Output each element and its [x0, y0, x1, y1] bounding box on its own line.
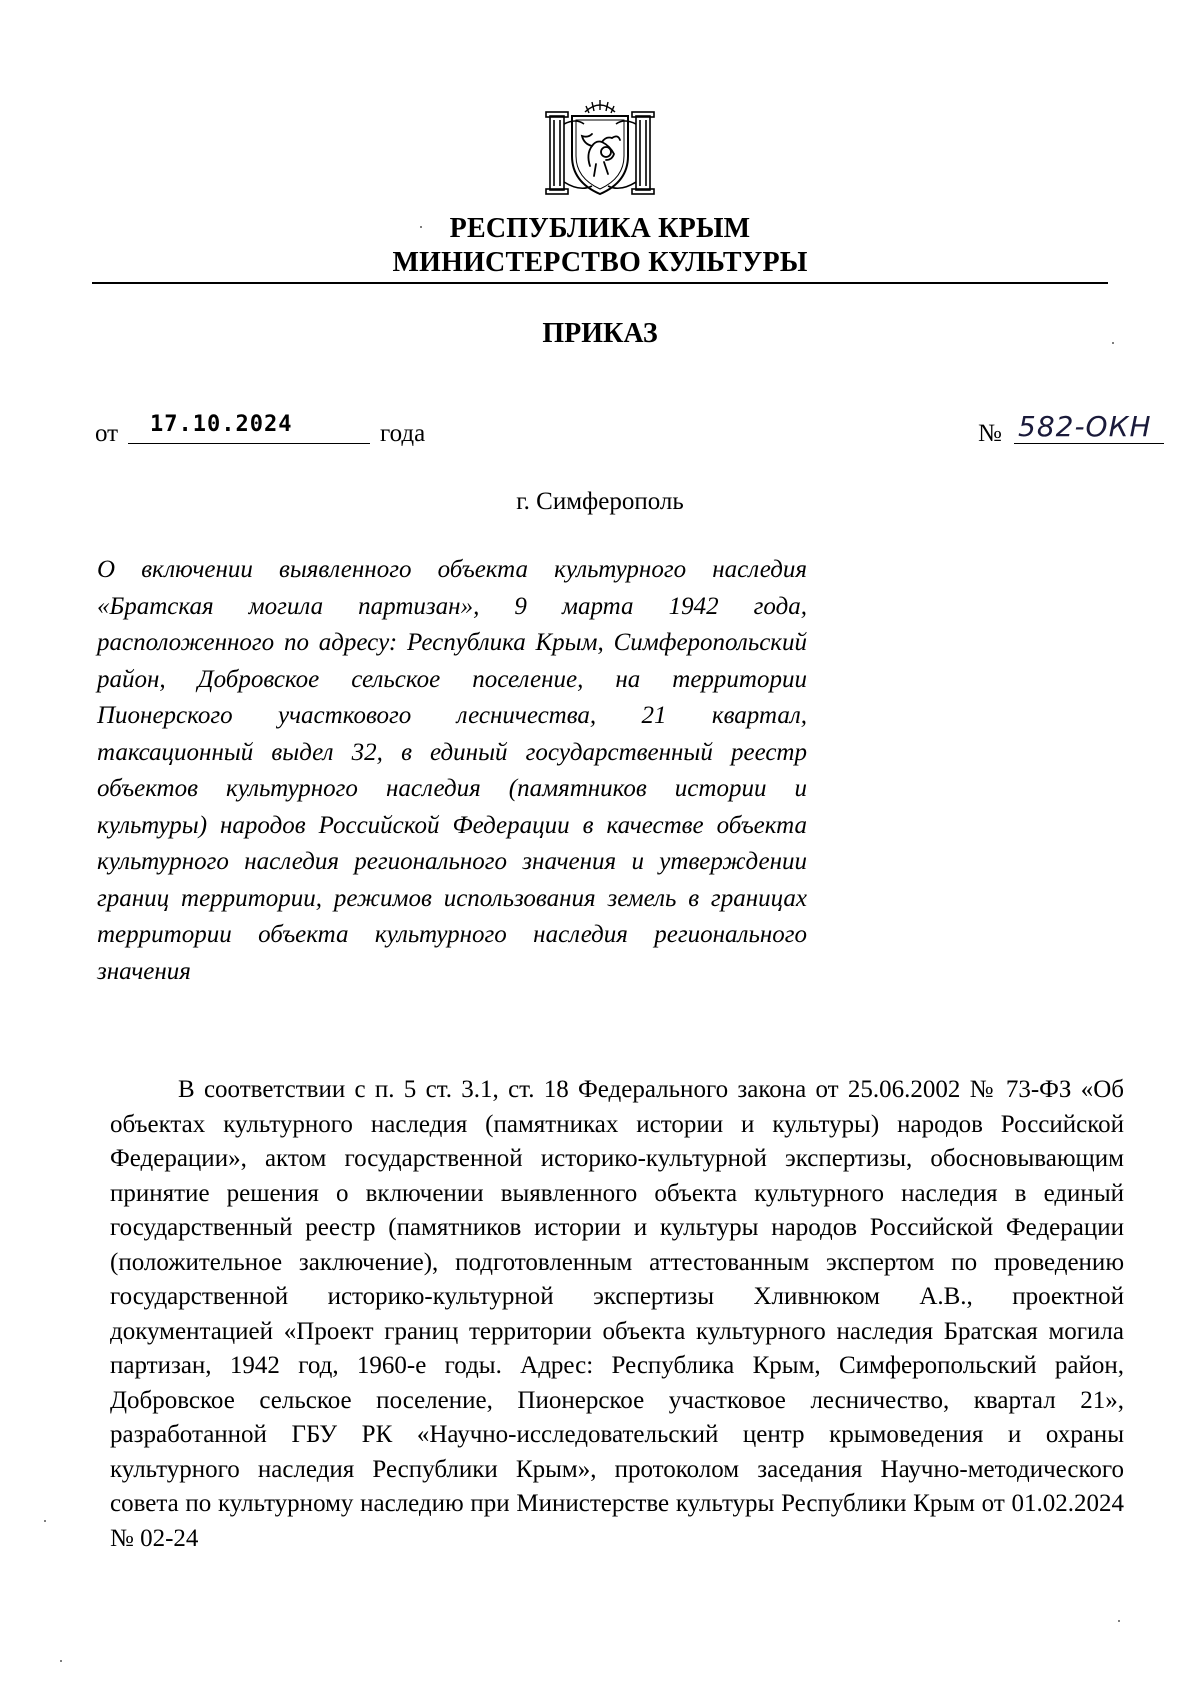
city: г. Симферополь: [516, 488, 684, 515]
scan-speck: [1112, 342, 1114, 344]
date-value: 17.10.2024: [150, 412, 293, 437]
number-value: 582-ОКН: [1018, 410, 1152, 443]
number-label: №: [978, 420, 1002, 447]
crimea-coat-of-arms-icon: [540, 94, 660, 204]
document-subject: О включении выявленного объекта культурного наследия «Братская могила партизан», 9 марта 1942 года, расположенного по адресу: Республика Крым, Симферопольский район, Добровское сельское поселение, на территории Пионерского участкового лесничества, 21 квартал, таксационный выдел 32, в единый государственный реестр объектов культурного наследия (памятников истории и культуры) народов Российской Федерации в качестве объекта культурного наследия регионального значения и утверждении границ территории, режимов использования земель в границах территории объекта культурного наследия регионального значения: [97, 556, 807, 985]
header-divider: [92, 282, 1108, 284]
date-underline: [128, 443, 370, 444]
header-ministry: МИНИСТЕРСТВО КУЛЬТУРЫ: [392, 247, 808, 278]
scan-speck: [1118, 1620, 1120, 1622]
document-body: В соответствии с п. 5 ст. 3.1, ст. 18 Федерального закона от 25.06.2002 № 73-ФЗ «Об объектах культурного наследия (памятниках истории и культуры) народов Российской Федерации», актом государственной историко-культурной экспертизы, обосновывающим принятие решения о включении выявленного объекта культурного наследия в единый государственный реестр (памятников истории и культуры народов Российской Федерации (положительное заключение), подготовленным аттестованным экспертом по проведению государственной историко-культурной экспертизы Хливнюком А.В., проектной документацией «Проект границ территории объекта культурного наследия Братская могила партизан, 1942 год, 1960-е годы. Адрес: Республика Крым, Симферопольский район, Добровское сельское поселение, Пионерское участковое лесничество, квартал 21», разработанной ГБУ РК «Научно-исследовательский центр крымоведения и охраны культурного наследия Республики Крым», протоколом заседания Научно-методического совета по культурному наследию при Министерстве культуры Республики Крым от 01.02.2024 № 02-24: [110, 1076, 1124, 1552]
document-title: ПРИКАЗ: [542, 318, 658, 349]
date-prefix: от: [95, 420, 119, 447]
header-republic: РЕСПУБЛИКА КРЫМ: [449, 213, 751, 244]
scan-speck: [420, 226, 422, 228]
date-suffix: года: [380, 420, 426, 447]
number-underline: [1014, 443, 1164, 444]
scan-speck: [60, 1660, 62, 1662]
scan-speck: [44, 1520, 46, 1522]
